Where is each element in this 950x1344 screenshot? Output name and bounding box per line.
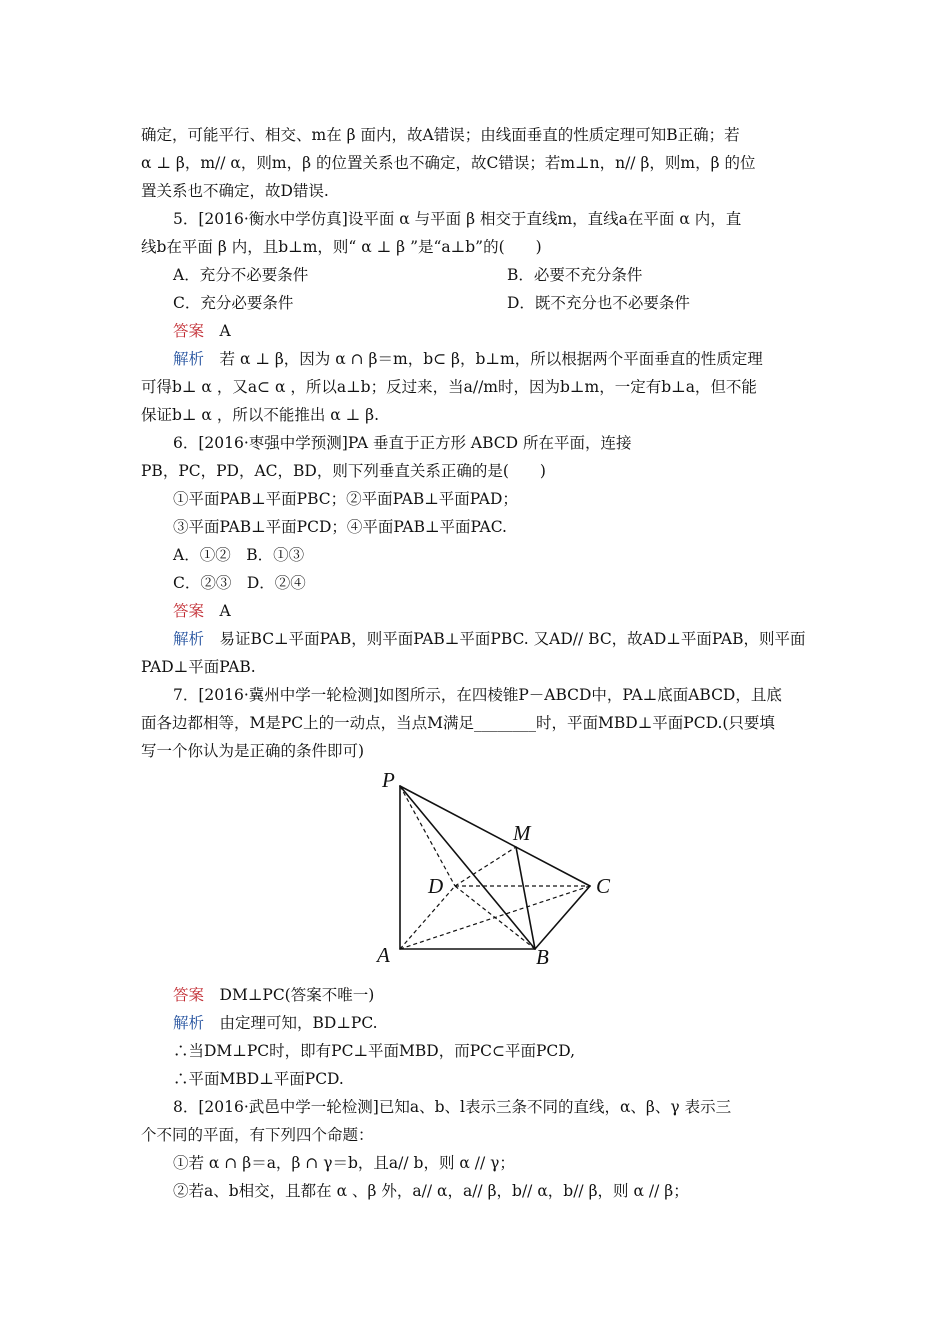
q6-item-line: ①平面PAB⊥平面PBC；②平面PAB⊥平面PAD； xyxy=(173,490,518,508)
edge-mb xyxy=(516,847,535,949)
q7-stem-line: 面各边都相等，M是PC上的一动点，当点M满足________时，平面MBD⊥平面PCD.(只要填 xyxy=(141,714,775,732)
q7-step-line: ∴平面MBD⊥平面PCD. xyxy=(173,1070,344,1088)
q8-item-line: ②若a、b相交，且都在 α 、β 外，a// α，a// β，b// α，b// β，则 α // β； xyxy=(173,1182,689,1200)
edge-pc xyxy=(400,786,590,886)
answer-value: A xyxy=(219,322,231,340)
analysis-label: 解析 xyxy=(173,630,205,648)
answer-label: 答案 xyxy=(173,986,205,1004)
text-line: 置关系也不确定，故D错误. xyxy=(141,182,329,200)
pyramid-diagram xyxy=(370,766,630,972)
q5-analysis-line: 可得b⊥ α ，又a⊂ α ，所以a⊥b；反过来，当a//m时，因为b⊥m，一定有b⊥a，但不能 xyxy=(141,378,757,396)
q7-stem-line: 7．[2016·冀州中学一轮检测]如图所示，在四棱锥P－ABCD中，PA⊥底面ABCD，且底 xyxy=(173,686,782,704)
q5-analysis-line: 保证b⊥ α ，所以不能推出 α ⊥ β. xyxy=(141,406,380,424)
analysis-text: 若 α ⊥ β，因为 α ∩ β＝m，b⊂ β，b⊥m，所以根据两个平面垂直的性质定理 xyxy=(219,350,763,368)
analysis-label: 解析 xyxy=(173,1014,205,1032)
answer-label: 答案 xyxy=(173,602,205,620)
q5-analysis xyxy=(173,348,763,370)
pyramid-figure xyxy=(370,766,630,972)
q5-option-c: C．充分必要条件 xyxy=(173,294,294,312)
q8-stem-line: 8．[2016·武邑中学一轮检测]已知a、b、l表示三条不同的直线，α、β、γ 表示三 xyxy=(173,1098,732,1116)
answer-value: DM⊥PC(答案不唯一) xyxy=(219,986,375,1004)
q5-option-a: A．充分不必要条件 xyxy=(173,266,309,284)
label-a: A xyxy=(377,943,390,967)
q5-answer xyxy=(173,320,231,342)
text-line: 确定，可能平行、相交、m在 β 面内，故A错误；由线面垂直的性质定理可知B正确；若 xyxy=(141,126,740,144)
q5-stem-line: 5．[2016·衡水中学仿真]设平面 α 与平面 β 相交于直线m，直线a在平面 α 内，直 xyxy=(173,210,742,228)
q8-stem-line: 个不同的平面，有下列四个命题： xyxy=(141,1126,374,1144)
label-b: B xyxy=(536,945,549,969)
edge-pb xyxy=(400,786,535,949)
q7-step-line: ∴当DM⊥PC时，即有PC⊥平面MBD，而PC⊂平面PCD, xyxy=(173,1042,576,1060)
analysis-text: 由定理可知，BD⊥PC. xyxy=(219,1014,378,1032)
q6-stem-line: 6．[2016·枣强中学预测]PA 垂直于正方形 ABCD 所在平面，连接 xyxy=(173,434,632,452)
label-d: D xyxy=(428,874,444,898)
q6-item-line: ③平面PAB⊥平面PCD；④平面PAB⊥平面PAC. xyxy=(173,518,507,536)
q6-stem-line: PB，PC，PD，AC，BD，则下列垂直关系正确的是( ) xyxy=(141,462,546,480)
q7-answer xyxy=(173,984,374,1006)
label-p: P xyxy=(382,768,395,792)
text-line: α ⊥ β，m// α，则m，β 的位置关系也不确定，故C错误；若m⊥n，n// β，则m，β 的位 xyxy=(141,154,756,172)
q5-option-d: D．既不充分也不必要条件 xyxy=(507,294,690,312)
q5-option-b: B．必要不充分条件 xyxy=(507,266,643,284)
edge-dm xyxy=(455,847,516,886)
q6-option-line: A．①② B．①③ xyxy=(173,546,305,564)
q7-stem-line: 写一个你认为是正确的条件即可) xyxy=(141,742,365,760)
analysis-text: 易证BC⊥平面PAB，则平面PAB⊥平面PBC. 又AD// BC，故AD⊥平面PAB，则平面 xyxy=(219,630,806,648)
analysis-label: 解析 xyxy=(173,350,205,368)
answer-value: A xyxy=(219,602,231,620)
q8-item-line: ①若 α ∩ β＝a，β ∩ γ＝b，且a// b，则 α // γ； xyxy=(173,1154,515,1172)
q5-stem-line: 线b在平面 β 内，且b⊥m，则“ α ⊥ β ”是“a⊥b”的( ) xyxy=(141,238,542,256)
q6-analysis-line: PAD⊥平面PAB. xyxy=(141,658,256,676)
q7-analysis xyxy=(173,1012,378,1034)
q6-option-line: C．②③ D．②④ xyxy=(173,574,306,592)
label-c: C xyxy=(596,874,611,898)
answer-label: 答案 xyxy=(173,322,205,340)
q6-analysis xyxy=(173,628,805,650)
label-m: M xyxy=(513,821,531,845)
q6-answer xyxy=(173,600,231,622)
